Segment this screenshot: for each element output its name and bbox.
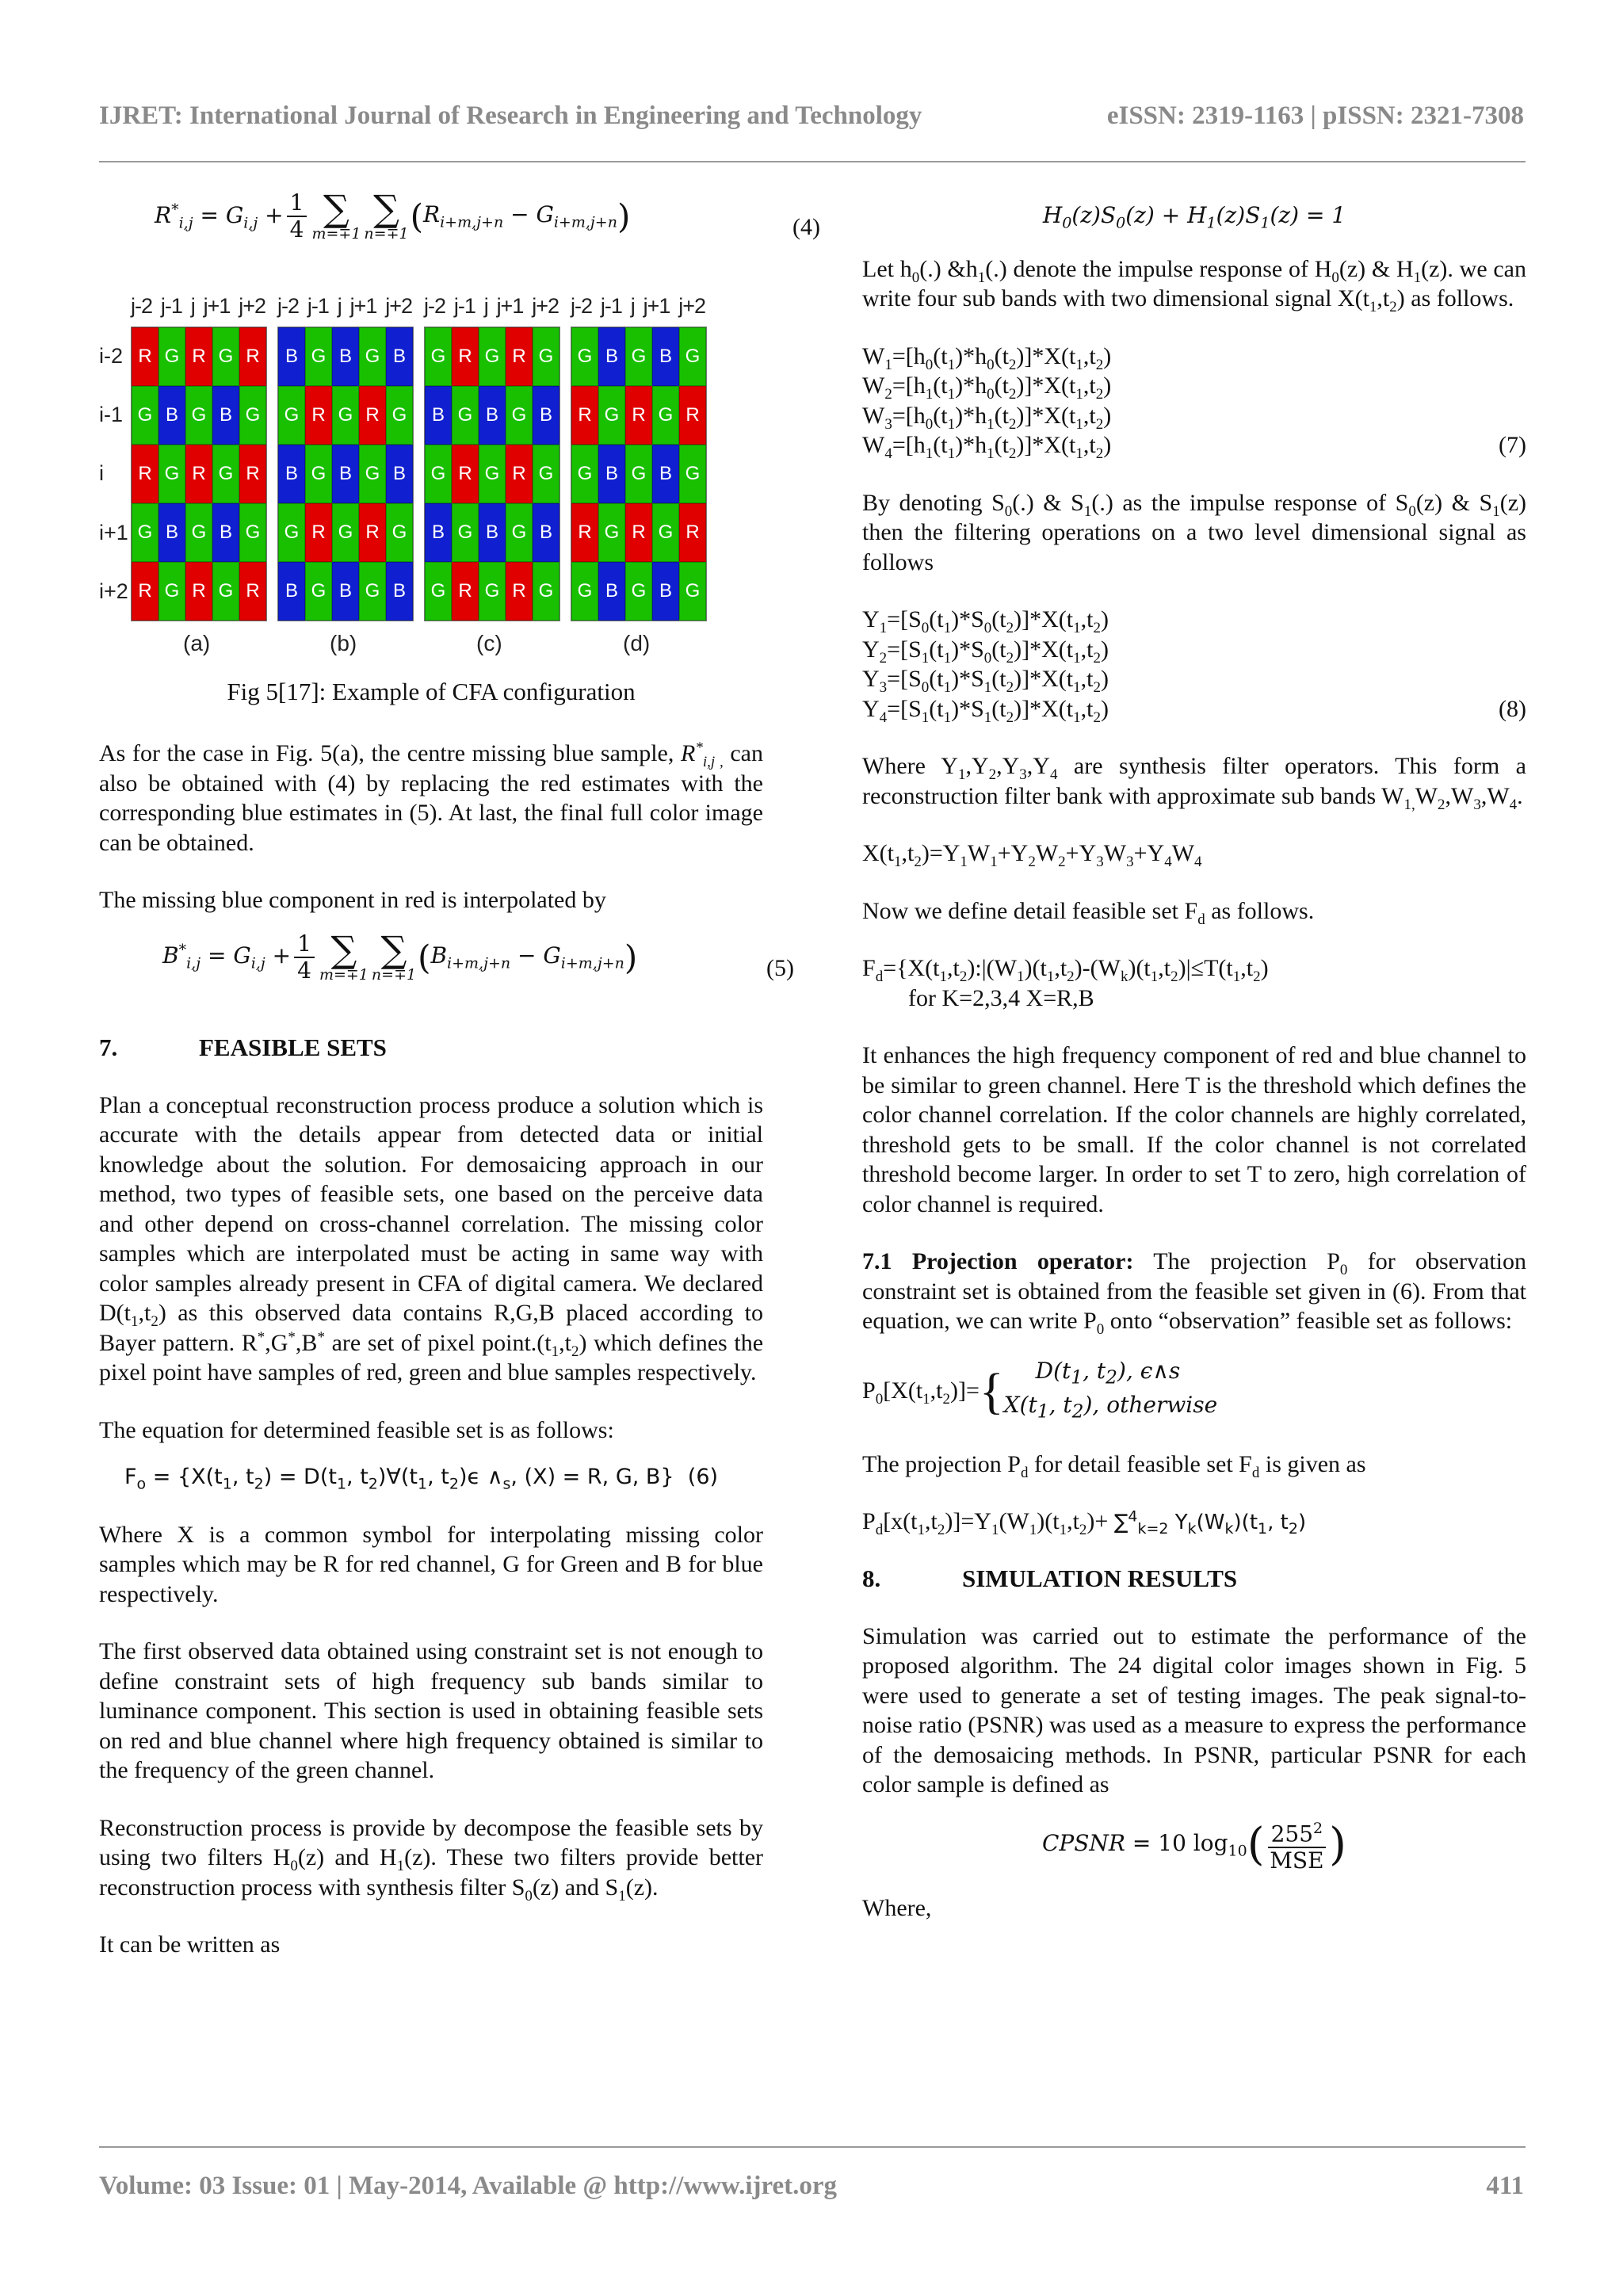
column-label: j — [337, 293, 342, 318]
paragraph: By denoting $S_0(.)$ & $S_1(.)$ as the impulse response of $S_0(z)$ & $S_1(z)$ then the filtering operations on a two level dimensional signal as follows — [862, 489, 1526, 575]
cfa-grid — [571, 327, 707, 621]
cfa-cell: B — [386, 445, 413, 503]
cfa-cell: B — [278, 562, 305, 621]
fd-definition: $F_d=\{X(t_1,t_2):|(W_1)(t_1,t_2)-(W_k)(t_1,t_2)|\le T(t_1,t_2)$ for K=2,3,4 X=R,B — [862, 955, 1269, 1011]
equation-7-number: (7) — [1499, 432, 1526, 459]
cfa-cell: G — [278, 503, 305, 562]
cfa-cell: G — [359, 445, 386, 503]
cfa-cell: G — [212, 445, 239, 503]
panel-label: (b) — [330, 631, 357, 655]
cfa-cell: G — [132, 503, 158, 562]
cfa-cell: B — [533, 386, 559, 445]
column-label: j+1 — [643, 293, 670, 318]
cfa-cell: B — [598, 445, 625, 503]
figure-caption: Fig 5[17]: Example of CFA configuration — [227, 678, 636, 705]
cfa-cell: B — [332, 445, 359, 503]
cfa-cell: G — [452, 503, 479, 562]
cfa-cell: R — [506, 327, 533, 386]
issn: eISSN: 2319-1163 | pISSN: 2321-7308 — [1106, 101, 1524, 130]
cfa-cell: G — [506, 503, 533, 562]
p0-definition: $P_0[X(t_1,t_2)]=${ $D(t_1$, $t_2$), ϵ∧s $X(t_1$, $t_2$), otherwise — [862, 1357, 1218, 1423]
cfa-grid — [277, 327, 414, 621]
cfa-cell: G — [506, 386, 533, 445]
subsection-heading-7-1: 7.1 Projection operator: — [862, 1248, 1134, 1275]
cfa-cell: G — [158, 327, 185, 386]
y4-line: $Y_4=[S_1(t_1)*S_1(t_2)]*X(t_1,t_2)$ (8) — [862, 695, 1526, 726]
equation-4: $R^*_{i,j} = G_{i,j}$ + $\frac{1}{4}$ ∑ m=∓1 ∑ n=∓1 $(R_{i+m,j+n} - G_{i+m,j+n})$ (4) — [155, 187, 820, 243]
cfa-panel — [131, 285, 265, 621]
cfa-cell: R — [625, 386, 652, 445]
column-label: j+2 — [385, 293, 412, 318]
row-label: i+2 — [99, 579, 128, 604]
cfa-cell: B — [479, 386, 506, 445]
cfa-cell: G — [571, 445, 598, 503]
cfa-cell: B — [425, 503, 452, 562]
left-column — [99, 187, 820, 1960]
cpsnr-equation: CPSNR = 10 $\log_{10}$( $\frac{255^2}{\text{MSE}}$ ) — [862, 1816, 1526, 1887]
cfa-cell: G — [598, 386, 625, 445]
cfa-cell: G — [425, 562, 452, 621]
cfa-cell: G — [425, 445, 452, 503]
cfa-cell: B — [386, 327, 413, 386]
cfa-cell: G — [386, 386, 413, 445]
cfa-cell: G — [679, 445, 706, 503]
journal-title: IJRET: International Journal of Research in Engineering and Technology — [99, 101, 922, 130]
equation-5: $B^*_{i,j} = G_{i,j}$ + $\frac{1}{4}$ ∑ m=∓1 ∑ n=∓1 $(B_{i+m,j+n} - G_{i+m,j+n})$ (5) — [162, 927, 794, 984]
cfa-cell: R — [506, 562, 533, 621]
cfa-cell: G — [386, 503, 413, 562]
cfa-cell: G — [533, 327, 559, 386]
cfa-cell: R — [239, 562, 266, 621]
w3-line: $W_3=[h_0(t_1)*h_1(t_2)]*X(t_1,t_2)$ — [862, 402, 1112, 433]
cfa-cell: B — [212, 503, 239, 562]
equation-7 — [862, 342, 1526, 463]
cfa-cell: G — [652, 503, 679, 562]
cfa-cell: G — [479, 327, 506, 386]
cfa-cell: R — [359, 386, 386, 445]
cfa-cell: R — [185, 445, 212, 503]
cfa-cell: B — [652, 562, 679, 621]
y3-line: $Y_3=[S_0(t_1)*S_1(t_2)]*X(t_1,t_2)$ — [862, 666, 1109, 697]
cfa-cell: G — [239, 503, 266, 562]
cfa-cell: G — [571, 327, 598, 386]
cfa-cell: B — [598, 562, 625, 621]
cfa-cell: G — [479, 562, 506, 621]
section-heading-8: 8. SIMULATION RESULTS — [862, 1564, 1238, 1592]
panel-label: (d) — [623, 631, 651, 655]
cfa-cell: G — [239, 386, 266, 445]
x-reconstruction: $X(t_1,t_2)=Y_1W_1+Y_2W_2+Y_3W_3+Y_4W_4$ — [862, 840, 1202, 871]
paragraph: The first observed data obtained using constraint set is not enough to define constraint sets of high frequency sub bands similar to luminance component. This section is used in obtaining feasible sets on red and blue channel where high frequency obtained is similar to the frequency of the green channel. — [99, 1638, 763, 1783]
row-label: i-2 — [99, 343, 124, 368]
cfa-cell: R — [359, 503, 386, 562]
cfa-figure — [99, 285, 763, 672]
column-label: j+2 — [239, 293, 265, 318]
paragraph: It enhances the high frequency component of red and blue channel to be similar to green channel. Here T is the threshold which defines the color channel correlation. If the color channels are highly correlated, threshold gets to be small. If the color channel is not correlated threshold become larger. In order to set T to zero, high correlation of color channel is required. — [862, 1042, 1526, 1217]
cfa-cell: G — [132, 386, 158, 445]
equation-6-number: (6) — [687, 1465, 719, 1489]
cfa-cell: B — [479, 503, 506, 562]
column-label: j+1 — [496, 293, 524, 318]
paragraph: The equation for determined feasible set is as follows: — [99, 1416, 614, 1443]
w1-line: $W_1=[h_0(t_1)*h_0(t_2)]*X(t_1,t_2)$ — [862, 342, 1112, 373]
cfa-cell: R — [506, 445, 533, 503]
column-label: j+1 — [349, 293, 377, 318]
paragraph: As for the case in Fig. 5(a), the centre missing blue sample, $R^*_{i,j ,}$ can also be obtained with (4) by replacing the red estimates with the corresponding blue estimates in (5). At last, the final full color image can be obtained. — [99, 739, 763, 856]
cfa-grid — [131, 327, 267, 621]
w4-line: $W_4=[h_1(t_1)*h_1(t_2)]*X(t_1,t_2)$ (7) — [862, 432, 1526, 463]
column-label: j+2 — [678, 293, 705, 318]
column-label: j+2 — [532, 293, 559, 318]
footer-rule — [99, 2146, 1526, 2148]
cfa-cell: R — [452, 327, 479, 386]
equation-filterbank: $H_0(z)S_0(z) + H_1(z)S_1(z) = 1$ — [1042, 202, 1346, 232]
cfa-cell: G — [425, 327, 452, 386]
cfa-cell: R — [571, 386, 598, 445]
row-label: i+1 — [99, 520, 128, 544]
w2-line: $W_2=[h_1(t_1)*h_0(t_2)]*X(t_1,t_2)$ — [862, 372, 1112, 403]
cfa-cell: R — [625, 503, 652, 562]
paragraph: Where X is a common symbol for interpolating missing color samples which may be R for red channel, G for Green and B for blue respectively. — [99, 1521, 763, 1607]
page-number: 411 — [1486, 2172, 1524, 2200]
figure-row-labels — [99, 327, 131, 621]
column-label: j-2 — [277, 293, 300, 318]
cfa-cell: R — [132, 445, 158, 503]
section-heading-7: 7. FEASIBLE SETS — [99, 1033, 387, 1061]
column-label: j — [630, 293, 635, 318]
paragraph: It can be written as — [99, 1931, 281, 1958]
cfa-cell: G — [212, 562, 239, 621]
y1-line: $Y_1=[S_0(t_1)*S_0(t_2)]*X(t_1,t_2)$ — [862, 606, 1109, 637]
cfa-cell: G — [452, 386, 479, 445]
cfa-cell: R — [132, 327, 158, 386]
cfa-cell: R — [305, 386, 332, 445]
cfa-cell: G — [625, 445, 652, 503]
cfa-cell: G — [679, 327, 706, 386]
paragraph: Let $h_0(.)$ $\&h_1(.)$ denote the impulse response of $H_0(z)$ & $H_1(z)$. we can write four sub bands with two dimensional signal $X(t_1,t_2)$ as follows. — [862, 255, 1526, 316]
panel-label: (c) — [476, 631, 502, 655]
equation-5-number: (5) — [766, 954, 794, 981]
cfa-cell: G — [332, 386, 359, 445]
cfa-cell: R — [185, 327, 212, 386]
cfa-panel — [424, 285, 559, 621]
column-labels — [571, 285, 705, 327]
y2-line: $Y_2=[S_1(t_1)*S_0(t_2)]*X(t_1,t_2)$ — [862, 636, 1109, 667]
cfa-cell: R — [185, 562, 212, 621]
cfa-cell: R — [305, 503, 332, 562]
paragraph: Where, — [862, 1894, 932, 1921]
equation-4-number: (4) — [792, 214, 820, 240]
cfa-cell: G — [185, 503, 212, 562]
cfa-panel — [277, 285, 412, 621]
cfa-cell: B — [158, 503, 185, 562]
cfa-cell: G — [479, 445, 506, 503]
cfa-cell: R — [239, 327, 266, 386]
cfa-cell: B — [278, 445, 305, 503]
paragraph: Plan a conceptual reconstruction process produce a solution which is accurate with the details appear from detected data or initial knowledge about the solution. For demosaicing approach in our method, two types of feasible sets, one based on the perceive data and other depend on cross-channel correlation. The missing color samples which are interpolated must be acting in same way with color samples already present in CFA of digital camera. We declared $D(t_1,t_2)$ as this observed data contains R,G,B placed according to Bayer pattern. R*,G*,B* are set of pixel $point.(t_1,t_2)$ which defines the pixel point have samples of red, green and blue samples respectively. — [99, 1091, 764, 1385]
cfa-cell: G — [533, 445, 559, 503]
column-label: j-2 — [424, 293, 446, 318]
cfa-cell: G — [598, 503, 625, 562]
panel-label: (a) — [183, 631, 211, 655]
column-label: j-1 — [453, 293, 475, 318]
paragraph: Where $Y_1,Y_2,Y_3,Y_4$ are synthesis filter operators. This form a reconstruction filter bank with approximate sub bands $W_{1,}W_2,W_3,W_4$. — [862, 753, 1526, 813]
pd-definition: $P_d[x(t_1,t_2)]=Y_1(W_1)(t_1,t_2)+ \sum^4_{k=2}$ $Y_k(W_k)(t_1$, $t_2$) — [862, 1507, 1307, 1539]
column-label: j-2 — [571, 293, 593, 318]
cfa-cell: G — [359, 562, 386, 621]
cfa-cell: R — [571, 503, 598, 562]
column-label: j — [483, 293, 488, 318]
cfa-cell: G — [625, 327, 652, 386]
paragraph: Now we define detail feasible set $F_d$ as follows. — [862, 897, 1315, 928]
cfa-cell: B — [386, 562, 413, 621]
cfa-panel — [571, 285, 705, 621]
cfa-cell: G — [305, 327, 332, 386]
paragraph: Simulation was carried out to estimate the performance of the proposed algorithm. The 24 digital color images shown in Fig. 5 were used to generate a set of testing images. The peak signal-to-noise ratio (PSNR) was used as a measure to express the performance of the demosaicing methods. In PSNR, particular PSNR for each color sample is defined as — [862, 1622, 1526, 1798]
cfa-cell: G — [625, 562, 652, 621]
cfa-cell: R — [679, 503, 706, 562]
cfa-cell: G — [359, 327, 386, 386]
cfa-cell: B — [533, 503, 559, 562]
cfa-cell: G — [185, 386, 212, 445]
cfa-cell: G — [158, 562, 185, 621]
column-labels — [131, 285, 265, 327]
equation-6: $F_o = \{X(t_1$, $t_2) = D(t_1$, $t_2)\forall(t_1$, $t_2)\epsilon$ $\wedge_s$, (X) = R, G, B} (6) — [124, 1465, 719, 1493]
cfa-cell: G — [158, 445, 185, 503]
cfa-cell: B — [652, 445, 679, 503]
cfa-cell: B — [598, 327, 625, 386]
footer-volume: Volume: 03 Issue: 01 | May-2014, Available @ http://www.ijret.org — [99, 2172, 838, 2200]
cfa-cell: R — [452, 445, 479, 503]
column-label: j — [190, 293, 195, 318]
cfa-cell: G — [212, 327, 239, 386]
column-label: j-1 — [307, 293, 329, 318]
cfa-cell: B — [278, 327, 305, 386]
cfa-cell: B — [332, 562, 359, 621]
cfa-grid — [424, 327, 560, 621]
column-label: j-2 — [131, 293, 153, 318]
cfa-cell: R — [239, 445, 266, 503]
cfa-cell: B — [212, 386, 239, 445]
row-label: i — [99, 461, 104, 486]
paragraph: Reconstruction process is provide by decompose the feasible sets by using two filters $H_0(z)$ and $H_1(z)$. These two filters provide better reconstruction process with synthesis filter $S_0(z)$ and $S_1(z)$. — [99, 1814, 764, 1904]
column-label: j-1 — [600, 293, 622, 318]
paragraph: The missing blue component in red is interpolated by — [99, 887, 606, 913]
cfa-cell: G — [278, 386, 305, 445]
cfa-cell: B — [332, 327, 359, 386]
row-label: i-1 — [99, 403, 124, 427]
cfa-cell: G — [652, 386, 679, 445]
paragraph: 7.1 Projection operator: The projection $P_0$ for observation constraint set is obtained from the feasible set given in (6). From that equation, we can write $P_0$ onto “observation” feasible set as follows: — [862, 1248, 1526, 1339]
cfa-cell: R — [679, 386, 706, 445]
cfa-cell: G — [332, 503, 359, 562]
header-rule — [99, 161, 1526, 162]
cfa-cell: B — [158, 386, 185, 445]
column-label: j-1 — [160, 293, 182, 318]
right-column — [862, 202, 1526, 1923]
cfa-cell: G — [679, 562, 706, 621]
equation-8 — [862, 605, 1526, 724]
paragraph: The projection $P_d$ for detail feasible set $F_d$ is given as — [862, 1450, 1366, 1481]
cfa-cell: G — [571, 562, 598, 621]
cfa-cell: B — [652, 327, 679, 386]
cfa-cell: R — [132, 562, 158, 621]
cfa-cell: G — [305, 562, 332, 621]
cfa-cell: G — [533, 562, 559, 621]
cfa-cell: G — [305, 445, 332, 503]
equation-8-number: (8) — [1499, 695, 1526, 722]
column-labels — [424, 285, 559, 327]
column-labels — [277, 285, 412, 327]
cfa-cell: R — [452, 562, 479, 621]
column-label: j+1 — [203, 293, 231, 318]
cfa-cell: B — [425, 386, 452, 445]
